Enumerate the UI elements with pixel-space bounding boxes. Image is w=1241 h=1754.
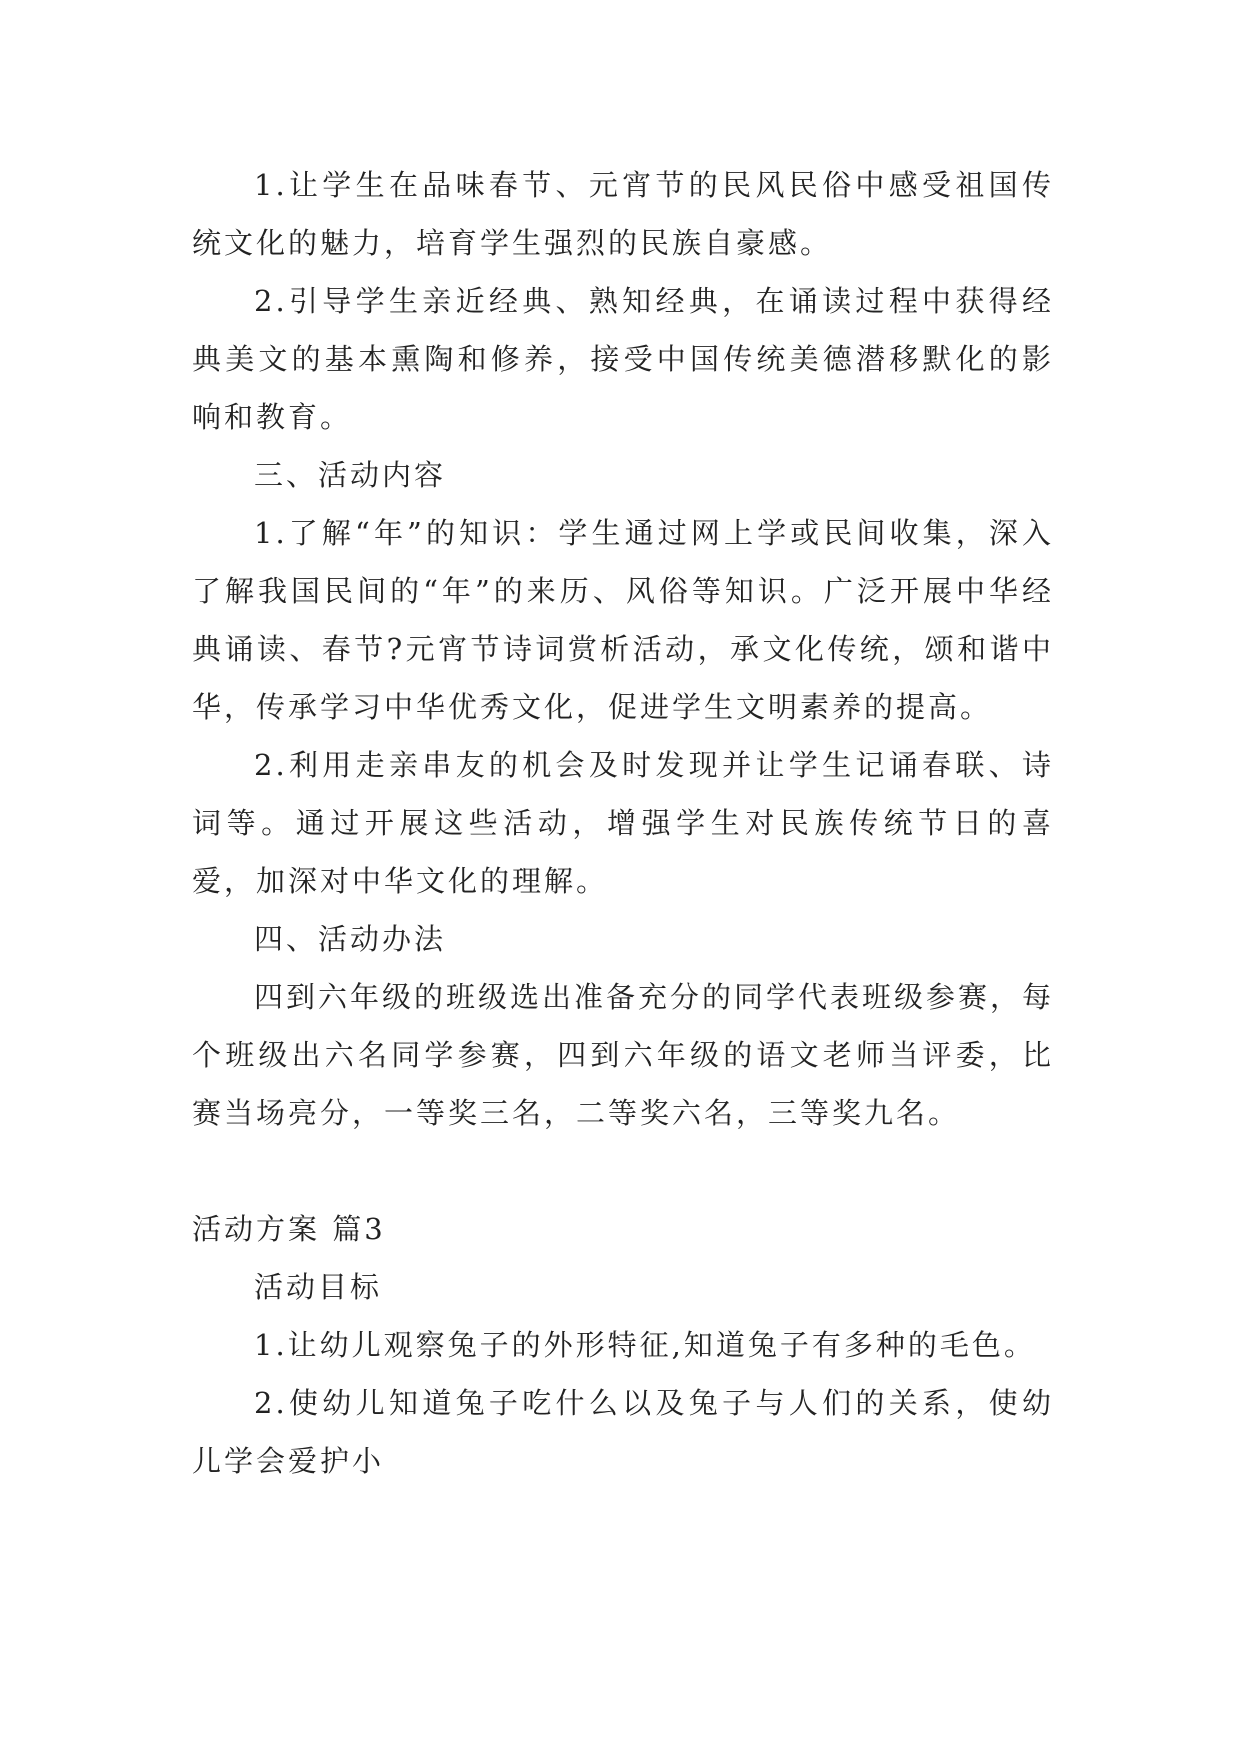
section-title: 活动方案 篇3	[192, 1212, 386, 1246]
paragraph-goal-1: 1.让学生在品味春节、元宵节的民风民俗中感受祖国传统文化的魅力，培育学生强烈的民族自豪感。	[192, 168, 1054, 260]
paragraph-content-1: 1.了解“年”的知识：学生通过网上学或民间收集，深入了解我国民间的“年”的来历、风俗等知识。广泛开展中华经典诵读、春节?元宵节诗词赏析活动，承文化传统，颂和谐中华，传承学习中华优秀文化，促进学生文明素养的提高。	[192, 516, 1054, 724]
heading-activity-content: 三、活动内容	[254, 458, 447, 492]
heading-activity-method: 四、活动办法	[254, 922, 447, 956]
paragraph-content-2: 2.利用走亲串友的机会及时发现并让学生记诵春联、诗词等。通过开展这些活动，增强学生对民族传统节日的喜爱，加深对中华文化的理解。	[192, 748, 1054, 898]
paragraph-goal-2: 2.引导学生亲近经典、熟知经典，在诵读过程中获得经典美文的基本熏陶和修养，接受中国传统美德潜移默化的影响和教育。	[192, 284, 1054, 434]
paragraph-method: 四到六年级的班级选出准备充分的同学代表班级参赛，每个班级出六名同学参赛，四到六年级的语文老师当评委，比赛当场亮分，一等奖三名，二等奖六名，三等奖九名。	[192, 980, 1055, 1130]
heading-activity-goal: 活动目标	[254, 1270, 383, 1304]
paragraph-goal-rabbit-2: 2.使幼儿知道兔子吃什么以及兔子与人们的关系，使幼儿学会爱护小	[192, 1386, 1054, 1478]
paragraph-goal-rabbit-1: 1.让幼儿观察兔子的外形特征,知道兔子有多种的毛色。	[254, 1328, 1036, 1362]
document-page	[192, 156, 1054, 1490]
